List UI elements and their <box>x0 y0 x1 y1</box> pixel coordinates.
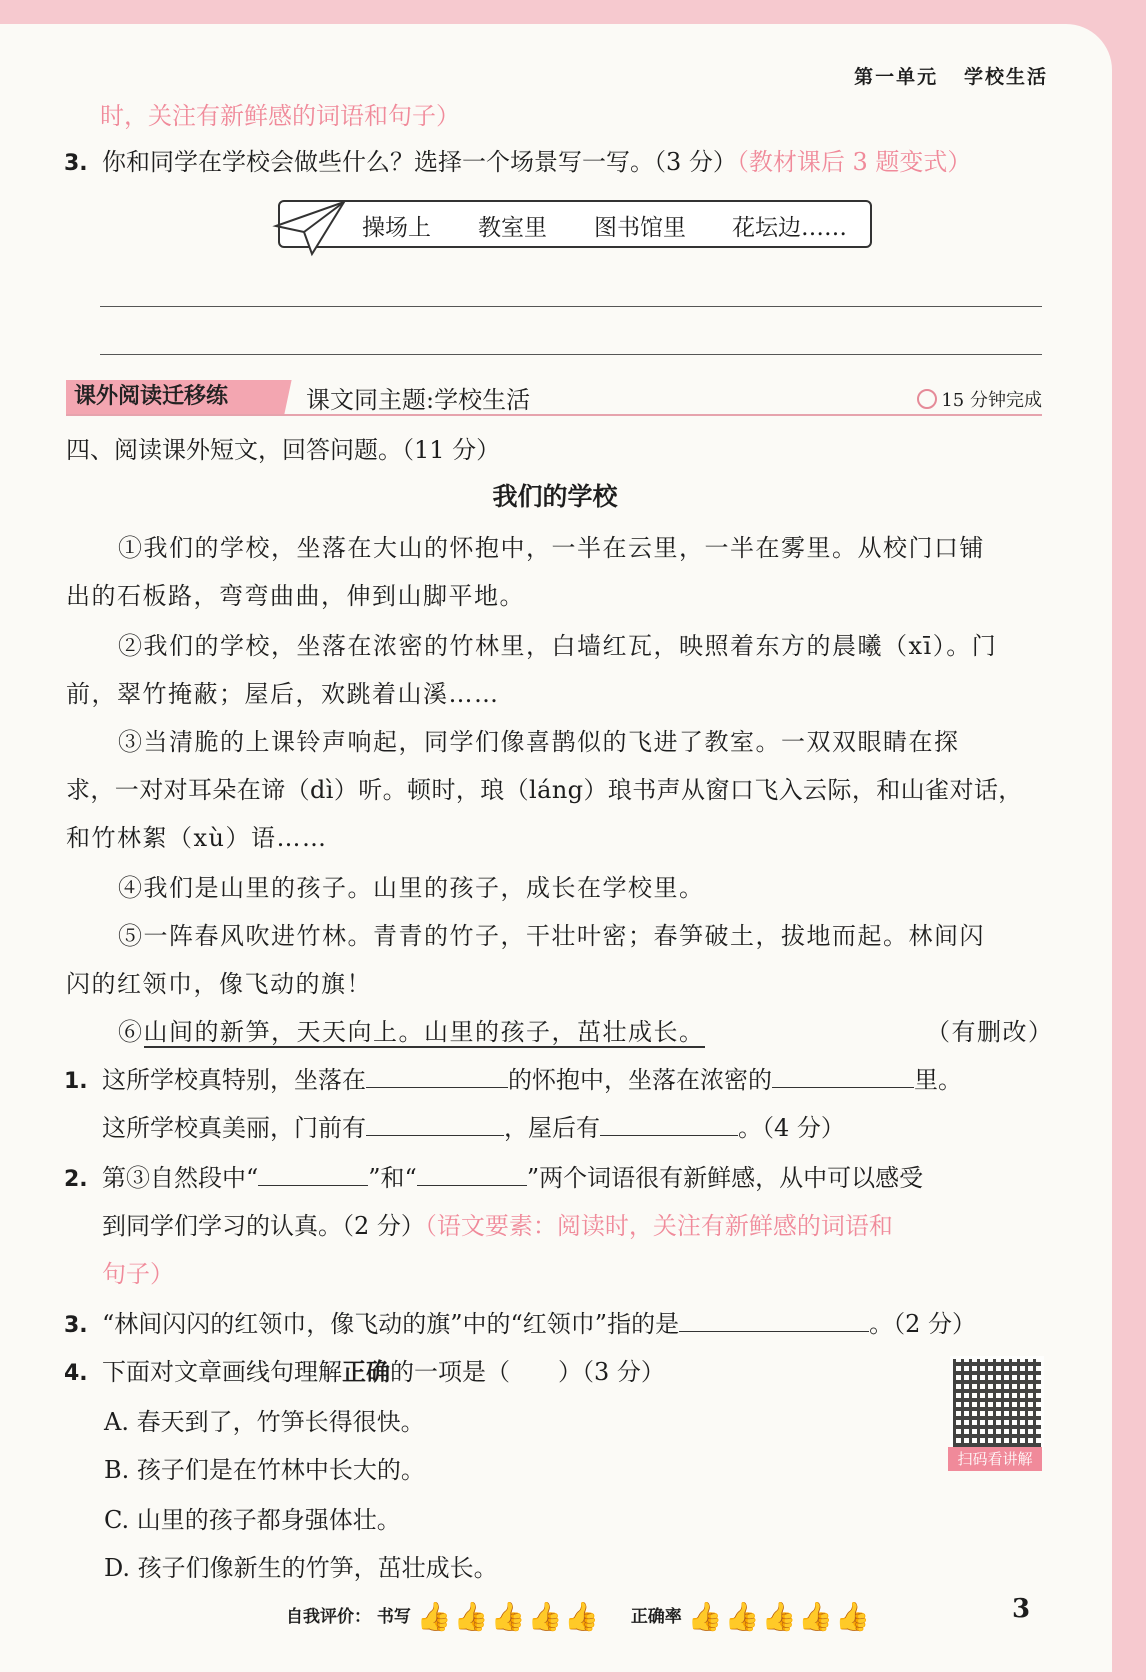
scene-options-box <box>278 200 872 248</box>
page-number: 3 <box>1012 1594 1031 1624</box>
self-evaluation: 自我评价： 书写 👍👍👍👍👍 正确率 👍👍👍👍👍 <box>286 1600 871 1633</box>
question-number: 3. <box>64 151 88 176</box>
article-title: 我们的学校 <box>492 482 618 511</box>
section-theme: 课文同主题:学校生活 <box>306 386 531 414</box>
section-four-heading: 四、阅读课外短文，回答问题。（11 分） <box>66 436 501 464</box>
header-section: 学校生活 <box>963 66 1048 88</box>
thumb-icon[interactable]: 👍 <box>453 1600 489 1633</box>
paragraph-4: ④我们是山里的孩子。山里的孩子，成长在学校里。 <box>118 874 705 902</box>
paragraph-1-line-2: 出的石板路，弯弯曲曲，伸到山脚平地。 <box>66 582 525 610</box>
answer-blank[interactable] <box>258 1163 368 1186</box>
source-note: （有删改） <box>926 1018 1054 1046</box>
answer-blank[interactable] <box>417 1163 527 1186</box>
thumb-icon[interactable]: 👍 <box>724 1600 760 1633</box>
scene-playground: 操场上 <box>362 215 431 241</box>
question-3: 3. “林间闪闪的红领巾，像飞动的旗”中的“红领巾”指的是 。（2 分） <box>64 1310 976 1338</box>
paragraph-3-line-1: ③当清脆的上课铃声响起，同学们像喜鹊似的飞进了教室。一双双眼睛在探 <box>118 728 960 756</box>
section-tag: 课外阅读迁移练 <box>66 380 284 414</box>
paragraph-3-line-2: 求，一对对耳朵在谛（dì）听。顿时，琅（láng）琅书声从窗口飞入云际，和山雀对话， <box>66 776 1023 804</box>
paragraph-6: ⑥山间的新笋，天天向上。山里的孩子，茁壮成长。 <box>118 1018 705 1046</box>
paragraph-3-line-3: 和竹林絮（xù）语…… <box>66 824 328 852</box>
thumb-icon[interactable]: 👍 <box>835 1600 871 1633</box>
qr-code-icon[interactable] <box>950 1356 1044 1450</box>
option-d[interactable]: D. 孩子们像新生的竹笋，茁壮成长。 <box>104 1554 498 1582</box>
answer-blank[interactable] <box>772 1065 914 1088</box>
thumb-icon[interactable]: 👍 <box>761 1600 797 1633</box>
thumb-icon[interactable]: 👍 <box>798 1600 834 1633</box>
question-1-line-2: 这所学校真美丽，门前有 ，屋后有 。（4 分） <box>102 1114 845 1142</box>
answer-line <box>100 306 1042 307</box>
question-2-line-2: 到同学们学习的认真。（2 分）（语文要素：阅读时，关注有新鲜感的词语和 <box>102 1212 893 1240</box>
thumb-icon[interactable]: 👍 <box>416 1600 452 1633</box>
scene-classroom: 教室里 <box>478 215 547 241</box>
question-2-note-line-2: 句子） <box>102 1260 174 1288</box>
previous-question-tail: 时，关注有新鲜感的词语和句子） <box>100 102 460 130</box>
question-2: 2. 第③自然段中“ ”和“ ”两个词语很有新鲜感，从中可以感受 <box>64 1164 924 1192</box>
paragraph-2-line-2: 前，翠竹掩蔽；屋后，欢跳着山溪…… <box>66 680 500 708</box>
question-3-writing <box>64 142 971 177</box>
scene-flowerbed: 花坛边…… <box>732 215 847 241</box>
thumb-icon[interactable]: 👍 <box>527 1600 563 1633</box>
answer-blank[interactable] <box>366 1065 508 1088</box>
paper-plane-icon <box>272 196 348 258</box>
question-text: 你和同学在学校会做些什么？选择一个场景写一写。（3 分） <box>102 148 737 176</box>
paragraph-5-line-2: 闪的红领巾，像飞动的旗！ <box>66 970 372 998</box>
answer-blank[interactable] <box>600 1113 738 1136</box>
paragraph-1-line-1: ①我们的学校，坐落在大山的怀抱中，一半在云里，一半在雾里。从校门口铺 <box>118 534 985 562</box>
thumb-icon[interactable]: 👍 <box>564 1600 600 1633</box>
question-note: （语文要素：阅读时，关注有新鲜感的词语和 <box>424 1212 893 1240</box>
clock-icon <box>917 389 937 409</box>
question-4: 4. 下面对文章画线句理解正确的一项是（ ）（3 分） <box>64 1358 665 1386</box>
page-header <box>854 62 1048 89</box>
answer-line <box>100 354 1042 355</box>
answer-blank[interactable] <box>679 1309 869 1332</box>
thumb-icon[interactable]: 👍 <box>490 1600 526 1633</box>
header-unit: 第一单元 <box>854 66 939 88</box>
option-a[interactable]: A. 春天到了，竹笋长得很快。 <box>104 1408 425 1436</box>
underlined-sentence: 山间的新笋，天天向上。山里的孩子，茁壮成长。 <box>143 1018 705 1046</box>
paragraph-5-line-1: ⑤一阵春风吹进竹林。青青的竹子，干壮叶密；春笋破土，拔地而起。林间闪 <box>118 922 985 950</box>
option-c[interactable]: C. 山里的孩子都身强体壮。 <box>104 1506 401 1534</box>
question-note: （教材课后 3 题变式） <box>736 148 972 176</box>
scene-library: 图书馆里 <box>594 215 686 241</box>
qr-label: 扫码看讲解 <box>948 1447 1042 1471</box>
paragraph-2-line-1: ②我们的学校，坐落在浓密的竹林里，白墙红瓦，映照着东方的晨曦（xī）。门 <box>118 632 998 660</box>
question-1: 1. 这所学校真特别，坐落在 的怀抱中，坐落在浓密的 里。 <box>64 1066 962 1094</box>
option-b[interactable]: B. 孩子们是在竹林中长大的。 <box>104 1456 425 1484</box>
section-band <box>66 380 1042 416</box>
answer-blank[interactable] <box>366 1113 504 1136</box>
thumb-icon[interactable]: 👍 <box>687 1600 723 1633</box>
timer-note: 15 分钟完成 <box>917 386 1042 412</box>
